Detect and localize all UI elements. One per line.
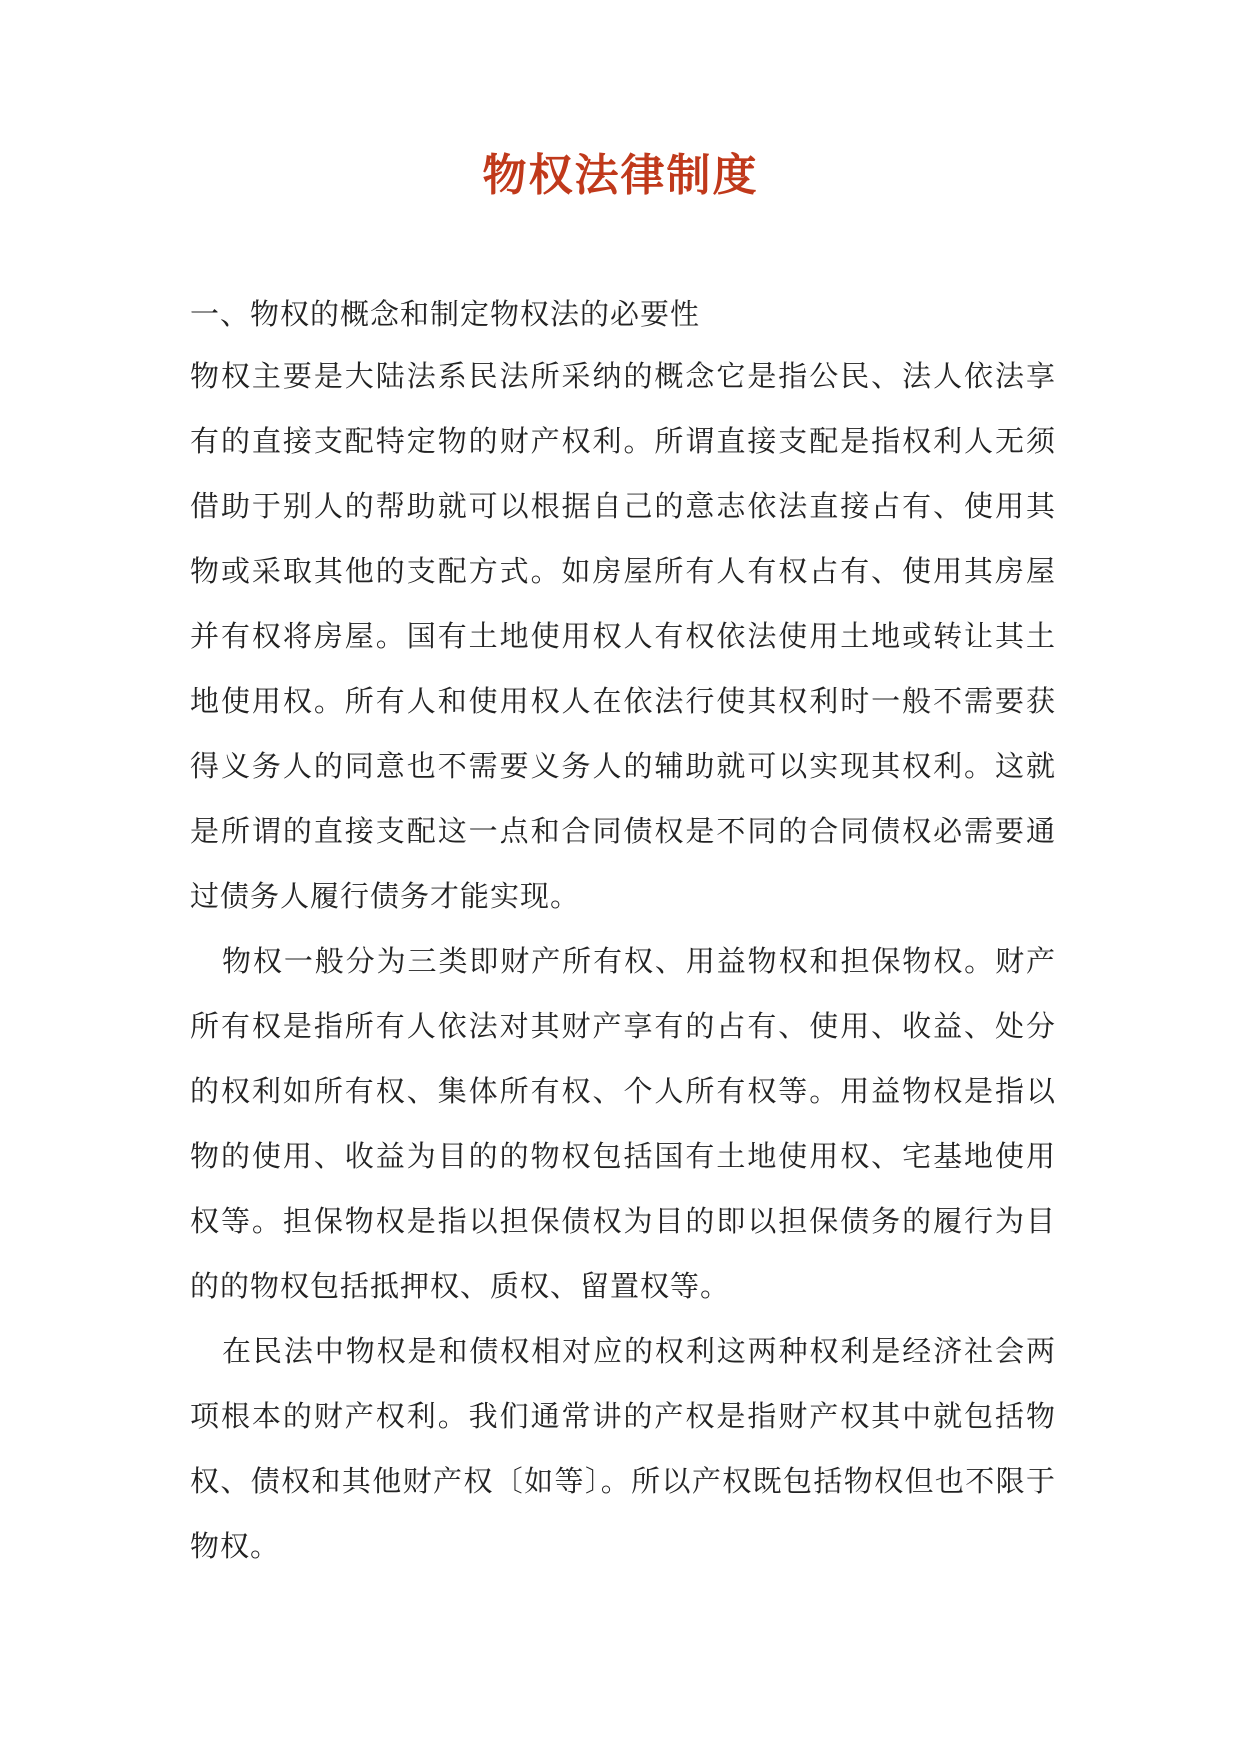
paragraph-property-rights: 在民法中物权是和债权相对应的权利这两种权利是经济社会两项根本的财产权利。我们通常讲的产权是指财产权其中就包括物权、债权和其他财产权〔如等〕。所以产权既包括物权但也不限于物权。 — [190, 1334, 1056, 1563]
document-body — [190, 284, 1056, 1579]
paragraph-definition: 物权主要是大陆法系民法所采纳的概念它是指公民、法人依法享有的直接支配特定物的财产权利。所谓直接支配是指权利人无须借助于别人的帮助就可以根据自己的意志依法直接占有、使用其物或采取其他的支配方式。如房屋所有人有权占有、使用其房屋并有权将房屋。国有土地使用权人有权依法使用土地或转让其土地使用权。所有人和使用权人在依法行使其权利时一般不需要获得义务人的同意也不需要义务人的辅助就可以实现其权利。这就是所谓的直接支配这一点和合同债权是不同的合同债权必需要通过债务人履行债务才能实现。 — [190, 359, 1056, 913]
page-title: 物权法律制度 — [482, 150, 759, 201]
section-heading: 一、物权的概念和制定物权法的必要性 — [190, 297, 701, 331]
paragraph-classification: 物权一般分为三类即财产所有权、用益物权和担保物权。财产所有权是指所有人依法对其财产享有的占有、使用、收益、处分的权利如所有权、集体所有权、个人所有权等。用益物权是指以物的使用、收益为目的的物权包括国有土地使用权、宅基地使用权等。担保物权是指以担保债权为目的即以担保债务的履行为目的的物权包括抵押权、质权、留置权等。 — [190, 944, 1056, 1303]
